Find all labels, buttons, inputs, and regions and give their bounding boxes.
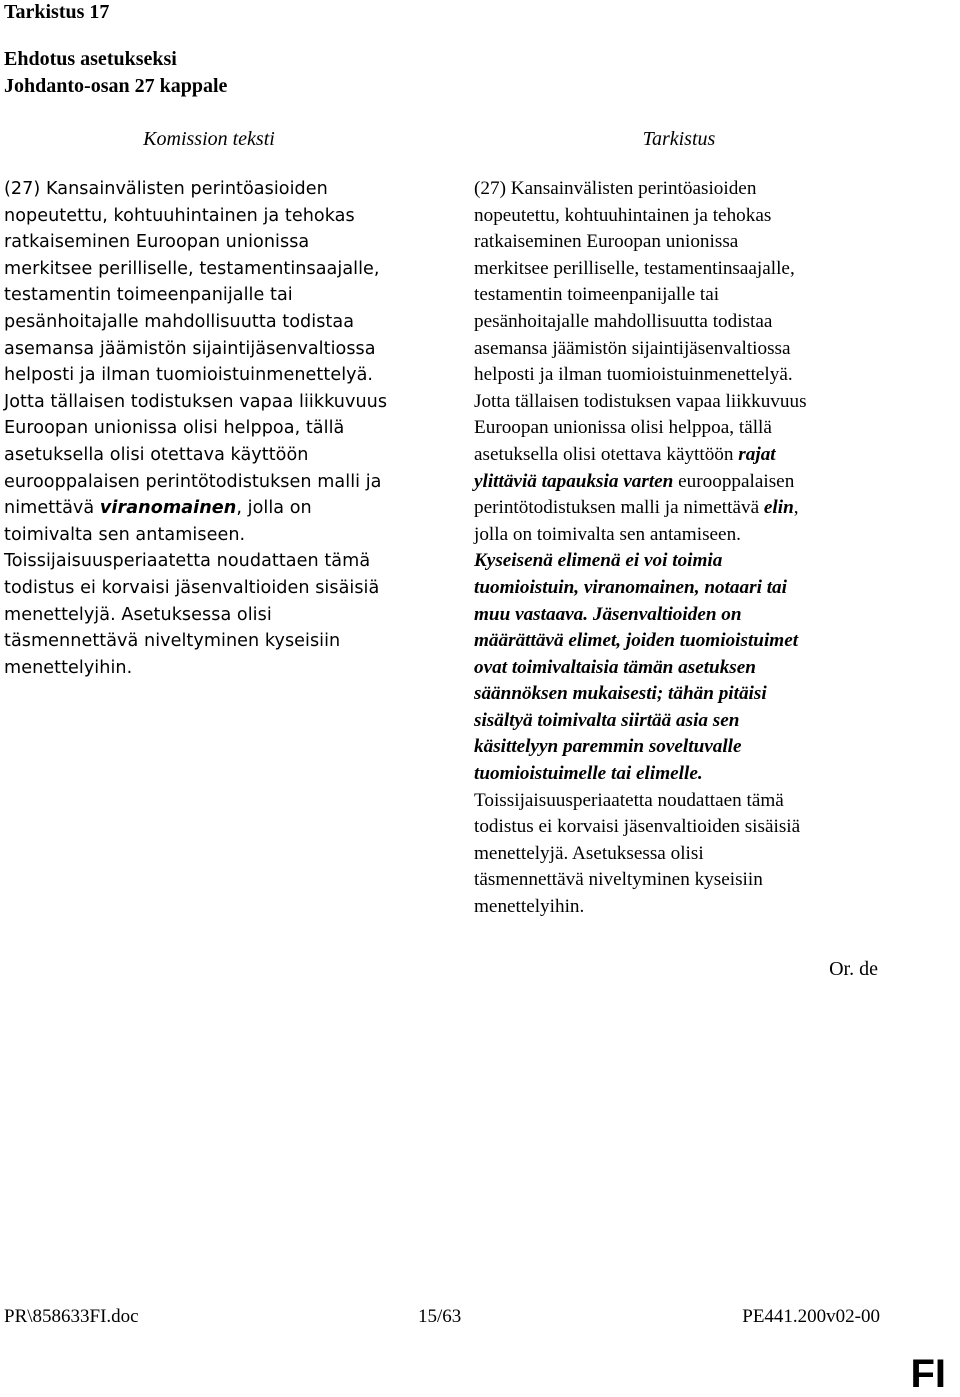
text-run: todistus ei korvaisi jäsenvaltioiden sisäisiä: [474, 816, 801, 838]
text-line: [474, 602, 884, 629]
page-footer: [4, 1305, 880, 1329]
text-line: [4, 469, 414, 496]
text-run: (27) Kansainvälisten perintöasioiden: [4, 179, 328, 199]
text-run: menettelyihin.: [474, 896, 585, 918]
commission-text-body: [4, 176, 414, 681]
text-line: [4, 442, 414, 469]
text-line: [474, 469, 884, 496]
text-line: [4, 203, 414, 230]
text-run: toimivalta sen antamiseen.: [4, 524, 246, 545]
text-run: testamentin toimeenpanijalle tai: [474, 284, 720, 306]
section-reference: Johdanto-osan 27 kappale: [4, 75, 228, 97]
text-run: (27) Kansainvälisten perintöasioiden: [474, 178, 757, 199]
text-line: [474, 548, 884, 575]
proposal-title: Ehdotus asetukseksi: [4, 48, 177, 70]
text-line: [474, 681, 884, 708]
text-run: Euroopan unionissa olisi helppoa, tällä: [4, 418, 345, 439]
text-line: [4, 309, 414, 336]
text-line: [4, 176, 414, 203]
text-run: menettelyjä. Asetuksessa olisi: [4, 604, 272, 625]
text-run: helposti ja ilman tuomioistuinmenettelyä.: [474, 364, 793, 386]
text-line: [474, 336, 884, 363]
text-run: Toissijaisuusperiaatetta noudattaen tämä: [4, 551, 371, 572]
language-code: FI: [910, 1352, 946, 1396]
text-line: [474, 867, 884, 894]
text-line: [4, 575, 414, 602]
text-run: pesänhoitajalle mahdollisuutta todistaa: [4, 311, 355, 332]
text-run: nimettävä: [4, 498, 100, 519]
text-line: [474, 522, 884, 549]
text-line: [474, 894, 884, 921]
text-run: nopeutettu, kohtuuhintainen ja tehokas: [474, 204, 772, 226]
text-line: [474, 628, 884, 655]
text-line: [474, 256, 884, 283]
amended-text-run: määrättävä elimet, joiden tuomioistuimet: [474, 630, 799, 652]
text-run: helposti ja ilman tuomioistuinmenettelyä.: [4, 365, 374, 386]
amended-text-run: säännöksen mukaisesti; tähän pitäisi: [474, 683, 767, 705]
text-line: [474, 389, 884, 416]
amendment-text-column: [474, 126, 904, 921]
commission-text-title: Komission teksti: [143, 128, 275, 150]
text-run: , jolla on: [236, 498, 312, 519]
text-line: [4, 548, 414, 575]
text-run: asetuksella olisi otettava käyttöön: [474, 443, 739, 465]
text-run: asemansa jäämistön sijaintijäsenvaltiossa: [4, 338, 376, 359]
text-line: [474, 203, 884, 230]
text-run: ratkaiseminen Euroopan unionissa: [4, 232, 310, 253]
amendment-number: Tarkistus 17: [4, 1, 110, 23]
amended-text-run: ylittäviä tapauksia varten: [474, 470, 674, 492]
text-line: [474, 841, 884, 868]
original-language-reference: Or. de: [829, 958, 878, 980]
text-run: asemansa jäämistön sijaintijäsenvaltiossa: [474, 337, 791, 359]
footer-doc-number: PE441.200v02-00: [742, 1306, 880, 1327]
text-line: [474, 229, 884, 256]
amended-text-run: ovat toimivaltaisia tämän asetuksen: [474, 656, 756, 678]
text-line: [474, 734, 884, 761]
text-line: [4, 256, 414, 283]
text-run: eurooppalaisen: [673, 470, 795, 492]
text-run: eurooppalaisen perintötodistuksen malli ja: [4, 471, 382, 492]
amended-text-run: Kyseisenä elimenä ei voi toimia: [474, 550, 723, 572]
text-run: pesänhoitajalle mahdollisuutta todistaa: [474, 310, 773, 332]
text-line: [474, 442, 884, 469]
text-line: [474, 362, 884, 389]
text-line: [4, 415, 414, 442]
text-run: merkitsee perilliselle, testamentinsaajalle,: [474, 257, 795, 279]
amended-text-run: tuomioistuin, viranomainen, notaari tai: [474, 576, 787, 598]
text-run: menettelyjä. Asetuksessa olisi: [474, 842, 704, 864]
text-line: [4, 336, 414, 363]
text-run: menettelyihin.: [4, 657, 133, 678]
text-run: Jotta tällaisen todistuksen vapaa liikkuvuus: [474, 390, 807, 412]
footer-page-number: 15/63: [418, 1306, 462, 1327]
text-run: täsmennettävä niveltyminen kyseisiin: [474, 869, 763, 891]
text-run: asetuksella olisi otettava käyttöön: [4, 444, 309, 465]
text-run: Toissijaisuusperiaatetta noudattaen tämä: [474, 789, 784, 811]
text-run: todistus ei korvaisi jäsenvaltioiden sisäisiä: [4, 577, 380, 598]
text-line: [474, 415, 884, 442]
amended-text-run: viranomainen: [99, 498, 237, 519]
text-run: täsmennettävä niveltyminen kyseisiin: [4, 631, 341, 652]
footer-doc-path: PR\858633FI.doc: [4, 1306, 139, 1327]
amended-text-run: elin: [763, 497, 794, 519]
text-line: [474, 814, 884, 841]
text-run: Jotta tällaisen todistuksen vapaa liikkuvuus: [4, 391, 388, 412]
amendment-text-body: [474, 176, 884, 921]
amended-text-run: muu vastaava. Jäsenvaltioiden on: [474, 603, 742, 625]
text-line: [4, 282, 414, 309]
text-run: ,: [793, 497, 799, 519]
text-line: [474, 788, 884, 815]
text-line: [4, 229, 414, 256]
text-line: [474, 708, 884, 735]
text-run: nopeutettu, kohtuuhintainen ja tehokas: [4, 205, 355, 226]
text-line: [4, 389, 414, 416]
amended-text-run: rajat: [738, 443, 776, 465]
text-run: jolla on toimivalta sen antamiseen.: [474, 523, 741, 545]
text-line: [474, 176, 884, 203]
text-line: [4, 495, 414, 522]
commission-text-column: [4, 126, 434, 681]
amended-text-run: sisältyä toimivalta siirtää asia sen: [474, 709, 740, 731]
text-line: [4, 522, 414, 549]
amended-text-run: käsittelyyn paremmin soveltuvalle: [474, 736, 742, 758]
text-run: merkitsee perilliselle, testamentinsaajalle,: [4, 258, 380, 279]
text-line: [474, 575, 884, 602]
text-line: [4, 655, 414, 682]
text-run: testamentin toimeenpanijalle tai: [4, 285, 293, 306]
text-line: [4, 628, 414, 655]
text-run: Euroopan unionissa olisi helppoa, tällä: [474, 417, 772, 439]
text-run: perintötodistuksen malli ja nimettävä: [474, 497, 764, 519]
amendment-text-title: Tarkistus: [642, 128, 716, 150]
text-line: [474, 655, 884, 682]
text-run: ratkaiseminen Euroopan unionissa: [474, 231, 739, 253]
text-line: [474, 282, 884, 309]
text-line: [4, 362, 414, 389]
text-line: [474, 761, 884, 788]
amendment-heading: [4, 46, 227, 100]
text-line: [474, 495, 884, 522]
amended-text-run: tuomioistuimelle tai elimelle.: [474, 763, 703, 785]
text-line: [4, 602, 414, 629]
text-line: [474, 309, 884, 336]
